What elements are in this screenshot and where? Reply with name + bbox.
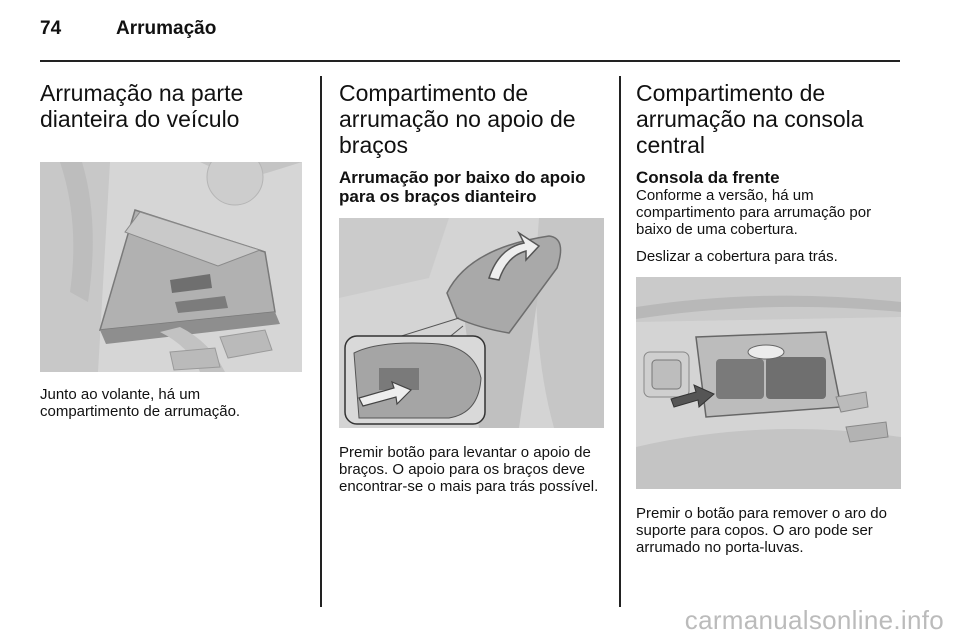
console-text-1: Conforme a versão, há um compartimento para arrumação por baixo de uma cobertura. xyxy=(636,187,872,238)
front-storage-text: Junto ao volante, há um compartimento de arrumação. xyxy=(40,386,241,420)
console-illustration xyxy=(636,277,901,489)
subheading-front-console: Consola da frente xyxy=(636,168,780,187)
subheading-under-armrest: Arrumação por baixo do apoio para os braços dianteiro xyxy=(339,168,586,206)
section-heading-console-storage: Compartimento de arrumação na consola central xyxy=(636,80,864,158)
console-text-2: Deslizar a cobertura para trás. xyxy=(636,248,838,265)
armrest-text: Premir botão para levantar o apoio de braços. O apoio para os braços deve encontrar-se o mais para trás possível. xyxy=(339,444,599,495)
section-heading-armrest-storage: Compartimento de arrumação no apoio de braços xyxy=(339,80,576,158)
column-divider-2 xyxy=(619,76,621,607)
header-rule xyxy=(40,60,900,62)
column-divider-1 xyxy=(320,76,322,607)
console-text-3: Premir o botão para remover o aro do suporte para copos. O aro pode ser arrumado no porta-luvas. xyxy=(636,505,887,556)
watermark: carmanualsonline.info xyxy=(684,605,944,635)
section-title: Arrumação xyxy=(116,18,217,39)
page-number: 74 xyxy=(40,18,62,39)
steering-storage-illustration xyxy=(40,162,302,372)
column-3 xyxy=(636,80,901,556)
section-heading-front-storage: Arrumação na parte dianteira do veículo xyxy=(40,80,244,132)
column-1 xyxy=(40,80,302,420)
page-header xyxy=(40,18,216,40)
armrest-illustration xyxy=(339,218,604,428)
column-2 xyxy=(339,80,604,495)
